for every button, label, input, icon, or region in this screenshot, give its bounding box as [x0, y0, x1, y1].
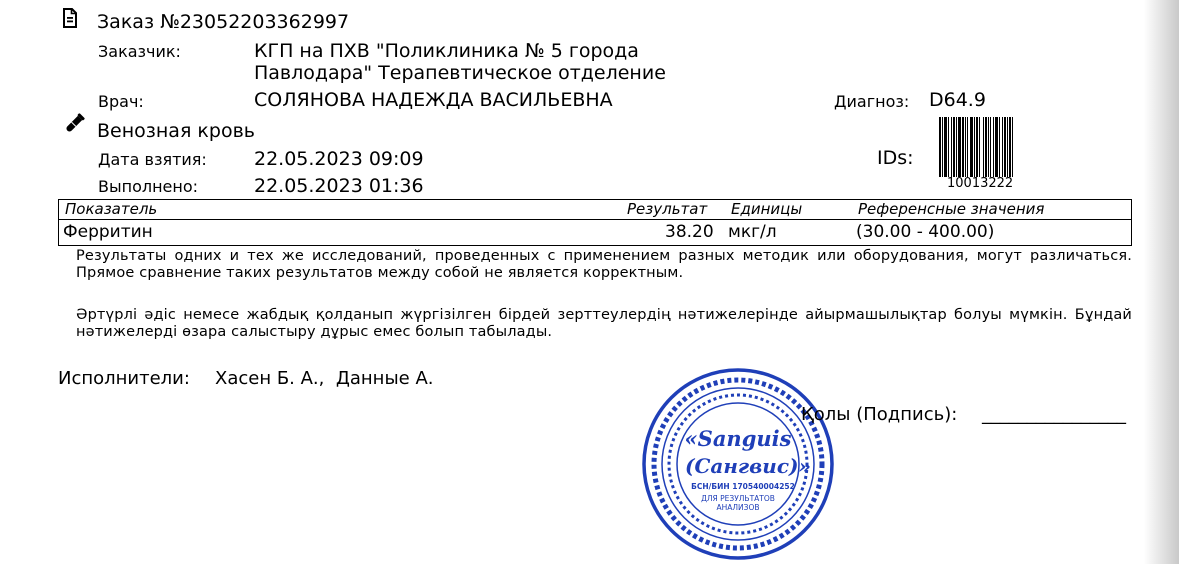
sample-type: Венозная кровь [97, 120, 255, 142]
customer-line-1: КГП на ПХВ "Поликлиника № 5 города [254, 40, 639, 62]
doctor-value: СОЛЯНОВА НАДЕЖДА ВАСИЛЬЕВНА [254, 89, 613, 111]
note-ru: Результаты одних и тех же исследований, проведенных с применением разных методик или оборудования, могут различаться. Прямое сравнение таких результатов между собой не является корректным. [76, 248, 1132, 281]
customer-label: Заказчик: [98, 42, 181, 61]
header-indicator: Показатель [65, 200, 158, 218]
row-reference: (30.00 - 400.00) [856, 222, 995, 242]
table-header-row [59, 200, 1131, 220]
stamp-line-1: «Sanguis [684, 426, 792, 451]
performers-names: Хасен Б. А., Данные А. [215, 368, 434, 389]
barcode-icon [939, 117, 1034, 177]
customer-line-2: Павлодара" Терапевтическое отделение [254, 62, 666, 84]
note-kz: Әртүрлі әдіс немесе жабдық қолданып жүргізілген бірдей зерттеулердің нәтижелерінде айырмашылықтар болуы мүмкін. Бұндай нәтижелерді өзара салыстыру дұрыс емес болып табылады. [76, 307, 1132, 340]
test-tube-icon [61, 113, 85, 141]
signature-label: Қолы (Подпись): [801, 404, 958, 425]
diagnosis-value: D64.9 [929, 89, 986, 111]
stamp [642, 360, 834, 564]
header-result: Результат [627, 200, 708, 218]
row-units: мкг/л [728, 222, 777, 242]
doctor-label: Врач: [98, 92, 144, 111]
done-label: Выполнено: [98, 177, 199, 196]
order-title: Заказ №23052203362997 [97, 11, 350, 33]
taken-value: 22.05.2023 09:09 [254, 148, 424, 170]
ids-label: IDs: [877, 147, 914, 169]
signature-line: ________________ [982, 404, 1126, 425]
stamp-line-2: (Сангвис)» [685, 454, 811, 478]
results-table [58, 199, 1132, 246]
stamp-line-3: БСН/БИН 170540004252 [691, 482, 795, 491]
row-indicator: Ферритин [63, 222, 153, 242]
taken-label: Дата взятия: [98, 150, 207, 169]
diagnosis-label: Диагноз: [834, 92, 910, 111]
document-icon [62, 8, 78, 32]
header-reference: Референсные значения [858, 200, 1045, 218]
done-value: 22.05.2023 01:36 [254, 175, 424, 197]
stamp-line-4: ДЛЯ РЕЗУЛЬТАТОВ [701, 494, 775, 503]
stamp-line-5: АНАЛИЗОВ [716, 503, 760, 512]
header-units: Единицы [731, 200, 803, 218]
barcode-number: 10013222 [947, 176, 1014, 191]
row-result: 38.20 [665, 222, 714, 242]
performers-label: Исполнители: [58, 368, 190, 389]
table-row [59, 221, 1131, 243]
